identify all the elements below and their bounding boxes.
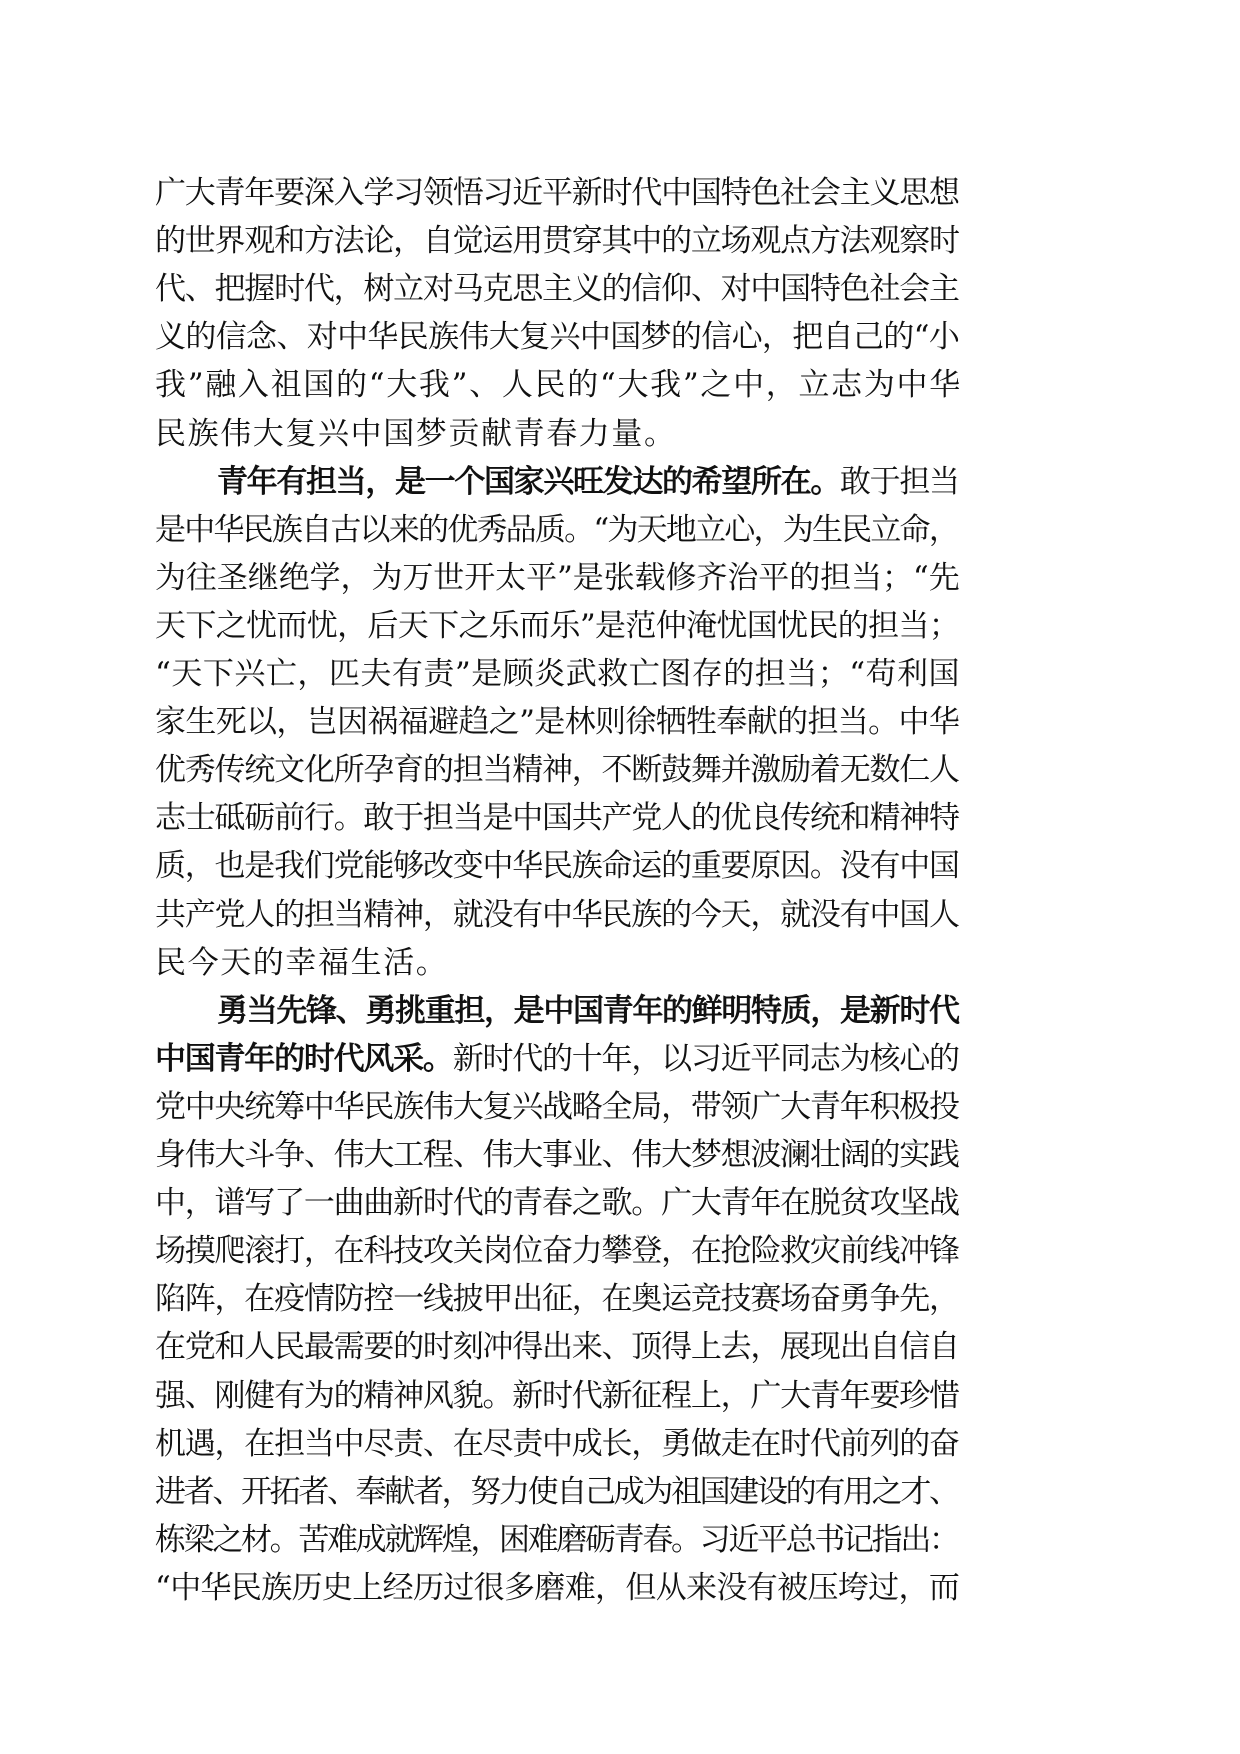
body-text: 家生死以，岂因祸福避趋之”是林则徐牺牲奉献的担当。中华 <box>155 704 960 741</box>
bold-heading-text: 勇当先锋、勇挑重担，是中国青年的鲜明特质，是新时代 <box>217 992 959 1029</box>
text-line <box>155 891 959 939</box>
text-line <box>155 746 959 794</box>
body-text: “中华民族历史上经历过很多磨难，但从来没有被压垮过，而 <box>155 1569 960 1606</box>
text-line <box>155 1372 959 1420</box>
body-text: 机遇，在担当中尽责、在尽责中成长，勇做走在时代前列的奋 <box>155 1425 959 1462</box>
text-line <box>155 217 959 265</box>
text-line <box>155 1179 959 1227</box>
body-text: 民族伟大复兴中国梦贡献青春力量。 <box>155 415 677 452</box>
body-text: 党中央统筹中华民族伟大复兴战略全局，带领广大青年积极投 <box>155 1088 959 1125</box>
body-text: 共产党人的担当精神，就没有中华民族的今天，就没有中国人 <box>155 896 959 933</box>
text-line <box>155 1131 959 1179</box>
text-line <box>155 1227 959 1275</box>
body-text: 是中华民族自古以来的优秀品质。“为天地立心，为生民立命， <box>155 511 959 548</box>
body-text: 强、刚健有为的精神风貌。新时代新征程上，广大青年要珍惜 <box>155 1377 959 1414</box>
body-text: 广大青年要深入学习领悟习近平新时代中国特色社会主义思想 <box>155 175 959 211</box>
text-line <box>155 602 959 650</box>
body-text: 新时代的十年，以习近平同志为核心的 <box>452 1040 959 1077</box>
text-line <box>155 650 960 698</box>
body-text: 义的信念、对中华民族伟大复兴中国梦的信心，把自己的“小 <box>155 319 960 356</box>
body-text: 代、把握时代，树立对马克思主义的信仰、对中国特色社会主 <box>155 271 959 308</box>
body-text: 的世界观和方法论，自觉运用贯穿其中的立场观点方法观察时 <box>155 223 959 260</box>
text-line <box>155 1083 959 1131</box>
text-line <box>155 1468 958 1516</box>
bold-heading-text: 青年有担当，是一个国家兴旺发达的希望所在。 <box>217 463 840 500</box>
body-text: “天下兴亡，匹夫有责”是顾炎武救亡图存的担当；“苟利国 <box>155 656 961 692</box>
text-line <box>155 794 959 842</box>
text-line <box>155 1420 959 1468</box>
bold-heading-text: 中国青年的时代风采。 <box>155 1040 453 1077</box>
body-text: 天下之忧而忧，后天下之乐而乐”是范仲淹忧国忧民的担当； <box>155 607 960 644</box>
text-line <box>217 987 959 1035</box>
body-text: 为往圣继绝学，为万世开太平”是张载修齐治平的担当；“先 <box>155 559 960 596</box>
body-text: 栋梁之材。苦难成就辉煌，困难磨砺青春。习近平总书记指出： <box>155 1521 958 1558</box>
text-line <box>155 410 677 458</box>
body-text: 志士砥砺前行。敢于担当是中国共产党人的优良传统和精神特 <box>155 800 959 837</box>
text-line <box>155 1323 959 1371</box>
text-line <box>155 506 958 554</box>
text-line <box>155 361 962 409</box>
body-text: 质，也是我们党能够改变中华民族命运的重要原因。没有中国 <box>155 848 959 885</box>
text-line <box>155 1035 959 1083</box>
text-line <box>155 1275 959 1323</box>
text-line <box>155 265 959 313</box>
text-line <box>155 842 959 890</box>
text-line <box>155 939 448 987</box>
text-line <box>155 554 960 602</box>
body-text: 场摸爬滚打，在科技攻关岗位奋力攀登，在抢险救灾前线冲锋 <box>155 1233 959 1270</box>
text-line <box>155 1564 959 1612</box>
body-text: 在党和人民最需要的时刻冲得出来、顶得上去，展现出自信自 <box>155 1329 959 1366</box>
text-line <box>155 313 959 361</box>
body-text: 优秀传统文化所孕育的担当精神，不断鼓舞并激励着无数仁人 <box>155 752 959 789</box>
text-line <box>155 698 959 746</box>
body-text: 进者、开拓者、奉献者，努力使自己成为祖国建设的有用之才、 <box>155 1473 958 1510</box>
text-line <box>155 169 959 217</box>
body-text: 我”融入祖国的“大我”、人民的“大我”之中，立志为中华 <box>155 367 962 404</box>
text-line <box>155 1516 958 1564</box>
body-text: 敢于担当 <box>840 463 959 500</box>
body-text: 民今天的幸福生活。 <box>155 944 449 981</box>
body-text: 陷阵，在疫情防控一线披甲出征，在奥运竞技赛场奋勇争先， <box>155 1281 959 1318</box>
text-line <box>217 458 959 506</box>
body-text: 身伟大斗争、伟大工程、伟大事业、伟大梦想波澜壮阔的实践 <box>155 1137 959 1173</box>
body-text: 中，谱写了一曲曲新时代的青春之歌。广大青年在脱贫攻坚战 <box>155 1185 959 1222</box>
